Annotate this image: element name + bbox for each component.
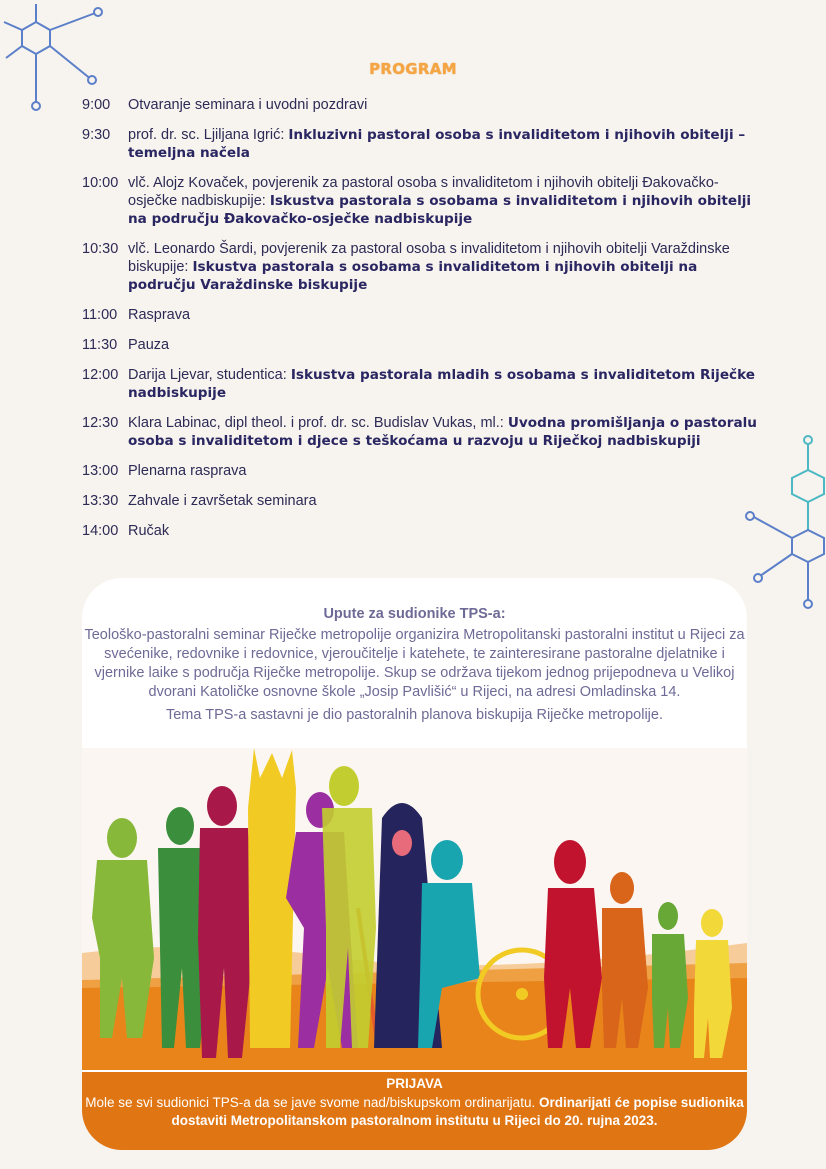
- speaker: vlč. Alojz Kovaček, povjerenik za pastoral osoba s invaliditetom i njihovih obitelji Đakovačko-osječke nadbiskupije:: [128, 175, 719, 209]
- time: 14:00: [82, 523, 119, 539]
- schedule-row: [82, 366, 762, 402]
- speaker: Darija Ljevar, studentica:: [128, 367, 291, 383]
- schedule-row: [82, 126, 762, 162]
- upute-body-theme: Tema TPS-a sastavni je dio pastoralnih planova biskupija Riječke metropolije.: [165, 707, 663, 723]
- schedule-row: [82, 96, 762, 114]
- speaker: Klara Labinac, dipl theol. i prof. dr. sc. Budislav Vukas, ml.:: [128, 415, 508, 431]
- schedule-row: [82, 462, 762, 480]
- time: 13:00: [82, 463, 119, 479]
- prijava-bold: Ordinarijati će popise sudionika dostaviti Metropolitanskom pastoralnom institutu u Rijeci do 20. rujna 2023.: [171, 1094, 744, 1128]
- speaker: vlč. Leonardo Šardi, povjerenik za pastoral osoba s invaliditetom i njihovih obitelji Varaždinske biskupije:: [128, 241, 730, 275]
- time: 9:00: [82, 97, 111, 113]
- time: 11:00: [82, 307, 118, 323]
- program-schedule: [82, 96, 762, 552]
- speaker: Plenarna rasprava: [128, 463, 247, 479]
- speaker: Ručak: [128, 523, 170, 539]
- speaker: Pauza: [128, 337, 170, 353]
- upute-title: Upute za sudionike TPS-a:: [323, 606, 506, 622]
- prijava-text: [82, 1094, 747, 1131]
- speaker: prof. dr. sc. Ljiljana Igrić:: [128, 127, 289, 143]
- speaker: Otvaranje seminara i uvodni pozdravi: [128, 97, 368, 113]
- time: 11:30: [82, 337, 118, 353]
- schedule-row: [82, 492, 762, 510]
- schedule-row: [82, 306, 762, 324]
- schedule-row: [82, 240, 762, 294]
- topic: Uvodna promišljanja o pastoralu osoba s invaliditetom i djece s teškoćama u razvoju u Riječkoj nadbiskupiji: [128, 415, 757, 449]
- time: 9:30: [82, 127, 111, 143]
- upute-body: Teološko-pastoralni seminar Riječke metropolije organizira Metropolitanski pastoralni institut u Rijeci za svećenike, redovnike i redovnice, vjeroučitelje i katehete, te zainteresirane pastoralne djelatnike i vjernike laike s područja Riječke metropolije. Skup se održava tijekom jednog prijepodneva u Velikoj dvorani Katoličke osnovne škole „Josip Pavlišić“ u Rijeci, na adresi Omladinska 14.: [84, 627, 745, 700]
- time: 12:00: [82, 367, 119, 383]
- time: 13:30: [82, 493, 119, 509]
- schedule-row: [82, 336, 762, 354]
- schedule-row: [82, 414, 762, 450]
- program-title: PROGRAM: [369, 60, 457, 78]
- time: 12:30: [82, 415, 119, 431]
- time: 10:30: [82, 241, 119, 257]
- topic: Iskustva pastorala s osobama s invaliditetom i njihovih obitelji na području Varaždinske biskupije: [128, 259, 698, 293]
- prijava-title: PRIJAVA: [386, 1076, 443, 1091]
- speaker: Zahvale i završetak seminara: [128, 493, 317, 509]
- prijava-plain: Mole se svi sudionici TPS-a da se jave svome nad/biskupskom ordinarijatu.: [85, 1094, 539, 1110]
- time: 10:00: [82, 175, 119, 191]
- schedule-row: [82, 174, 762, 228]
- topic: Iskustva pastorala mladih s osobama s invaliditetom Riječke nadbiskupije: [128, 367, 755, 401]
- info-card: [82, 578, 747, 1150]
- topic: Inkluzivni pastoral osoba s invaliditetom i njihovih obitelji – temeljna načela: [128, 127, 746, 161]
- topic: Iskustva pastorala s osobama s invaliditetom i njihovih obitelji na području Đakovačko-osječke nadbiskupije: [128, 193, 752, 227]
- speaker: Rasprava: [128, 307, 191, 323]
- people-silhouettes-illustration: [82, 748, 747, 1070]
- prijava-banner: [82, 1072, 747, 1150]
- schedule-row: [82, 522, 762, 540]
